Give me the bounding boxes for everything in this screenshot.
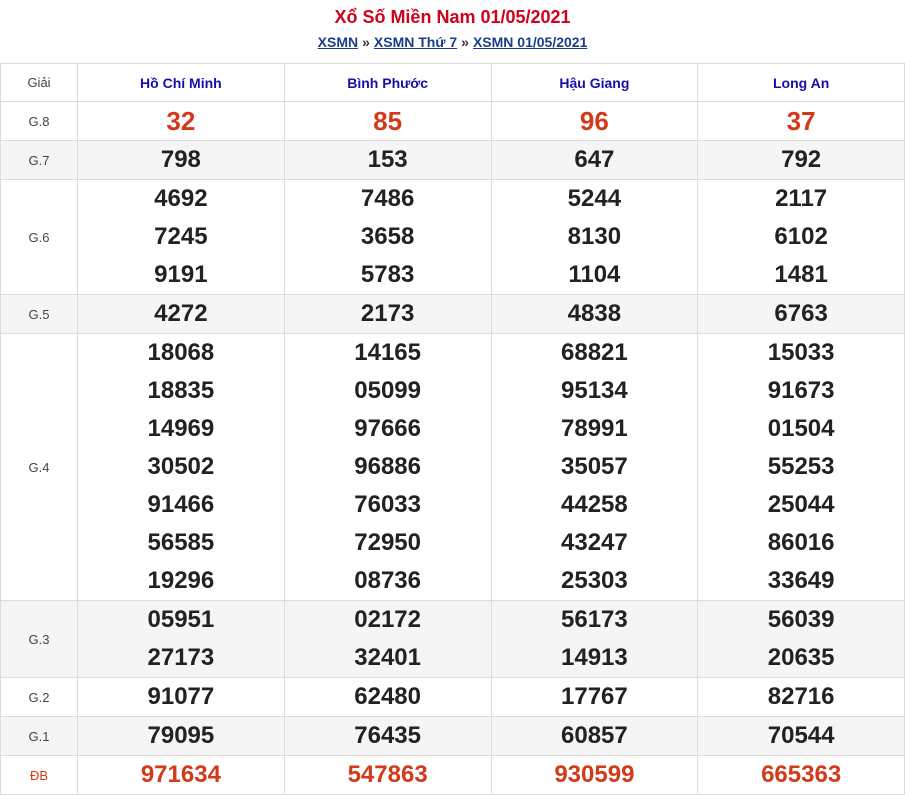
result-number: 78991 [561,415,628,442]
result-number: 44258 [561,491,628,518]
result-number: 62480 [354,683,421,710]
province-header[interactable]: Bình Phước [284,64,491,102]
result-number: 6102 [774,223,828,250]
result-cell [78,756,285,795]
table-header-row [1,64,905,102]
result-cell [284,180,491,295]
prize-label: G.6 [1,180,78,295]
result-cell [284,141,491,180]
breadcrumb-link-xsmn-thu7[interactable]: XSMN Thứ 7 [373,34,458,50]
result-number: 76033 [354,491,421,518]
results-table [0,63,905,795]
prize-row [1,678,905,717]
result-number: 91673 [767,377,835,404]
breadcrumb-link-xsmn-date[interactable]: XSMN 01/05/2021 [472,34,588,50]
result-number: 70544 [767,722,835,749]
result-cell [698,756,905,795]
result-number: 91077 [147,683,215,710]
result-number: 96 [579,106,609,136]
result-cell [284,717,491,756]
result-number: 60857 [561,722,628,749]
result-number: 02172 [354,606,421,633]
prize-label: ĐB [1,756,78,795]
result-number: 43247 [561,529,628,556]
prize-label: G.7 [1,141,78,180]
result-cell [698,334,905,601]
result-number: 4692 [154,185,208,212]
result-number: 86016 [767,529,835,556]
prize-row [1,141,905,180]
result-number: 5244 [567,185,622,212]
result-number: 82716 [767,683,835,710]
result-number: 76435 [354,722,421,749]
result-number: 95134 [561,377,628,404]
result-number: 35057 [561,453,628,480]
result-number: 3658 [360,223,415,250]
result-number: 2173 [360,300,415,327]
result-number: 798 [160,146,201,173]
result-number: 37 [786,106,816,136]
result-number: 1104 [568,261,621,288]
result-cell [491,756,698,795]
province-header[interactable]: Hồ Chí Minh [78,64,285,102]
result-number: 1481 [774,261,828,288]
result-number: 97666 [354,415,421,442]
result-number: 17767 [561,683,628,710]
province-header[interactable]: Long An [698,64,905,102]
result-cell [698,141,905,180]
result-number: 18068 [147,339,215,366]
result-number: 647 [574,146,615,173]
result-number: 792 [781,146,822,173]
page-title: Xổ Số Miền Nam 01/05/2021 [334,7,571,27]
result-number: 2117 [775,185,828,212]
result-number: 14969 [147,415,215,442]
result-cell [284,295,491,334]
result-number: 79095 [147,722,215,749]
prize-label: G.1 [1,717,78,756]
result-number: 56585 [147,529,215,556]
result-number: 05951 [147,606,215,633]
result-number: 96886 [354,453,421,480]
prize-label: G.5 [1,295,78,334]
result-number: 56173 [561,606,628,633]
result-cell [698,295,905,334]
result-cell [284,102,491,141]
prize-label: G.2 [1,678,78,717]
province-header[interactable]: Hậu Giang [491,64,698,102]
result-cell [491,141,698,180]
result-number: 85 [373,106,403,136]
result-number: 14165 [354,339,421,366]
result-cell [698,180,905,295]
result-number: 68821 [561,339,628,366]
result-number: 25303 [561,567,628,594]
result-cell [491,180,698,295]
prize-row [1,717,905,756]
prize-row [1,601,905,678]
result-number: 33649 [767,567,835,594]
result-number: 72950 [354,529,421,556]
result-number: 971634 [140,761,221,788]
result-cell [491,717,698,756]
result-number: 55253 [767,453,835,480]
result-number: 19296 [147,567,215,594]
result-cell [78,141,285,180]
result-cell [491,334,698,601]
prize-label: G.4 [1,334,78,601]
result-number: 7245 [154,223,208,250]
result-number: 15033 [767,339,835,366]
result-number: 08736 [354,567,421,594]
breadcrumb-link-xsmn[interactable]: XSMN [317,34,359,50]
result-cell [284,334,491,601]
prize-label: G.3 [1,601,78,678]
result-cell [491,295,698,334]
result-number: 665363 [761,761,842,788]
result-number: 25044 [767,491,835,518]
header-prize-label: Giải [1,64,78,102]
page-header [0,0,905,63]
result-cell [78,180,285,295]
result-cell [78,295,285,334]
prize-row [1,334,905,601]
result-number: 27173 [147,644,215,671]
result-number: 56039 [767,606,835,633]
result-number: 9191 [154,261,208,288]
result-number: 4272 [154,300,208,327]
prize-row [1,756,905,795]
result-number: 6763 [774,300,828,327]
result-number: 7486 [360,185,415,212]
result-number: 32401 [354,644,421,671]
result-cell [78,102,285,141]
result-cell [78,678,285,717]
result-cell [284,756,491,795]
prize-row [1,295,905,334]
result-cell [698,601,905,678]
result-number: 32 [166,106,196,136]
result-cell [78,601,285,678]
result-number: 930599 [554,761,635,788]
breadcrumb-separator: » [362,34,370,50]
result-cell [698,102,905,141]
prize-row [1,180,905,295]
breadcrumb [0,32,905,52]
result-cell [78,717,285,756]
result-number: 8130 [567,223,622,250]
prize-row [1,102,905,141]
result-number: 30502 [147,453,215,480]
result-cell [698,717,905,756]
result-number: 14913 [561,644,628,671]
result-number: 18835 [147,377,215,404]
result-cell [491,678,698,717]
result-number: 153 [367,146,408,173]
result-cell [491,601,698,678]
result-number: 05099 [354,377,421,404]
result-cell [284,601,491,678]
result-cell [284,678,491,717]
result-cell [491,102,698,141]
result-cell [78,334,285,601]
result-cell [698,678,905,717]
breadcrumb-separator: » [461,34,469,50]
result-number: 01504 [767,415,835,442]
result-number: 4838 [567,300,622,327]
result-number: 20635 [767,644,835,671]
result-number: 91466 [147,491,215,518]
result-number: 5783 [360,261,415,288]
prize-label: G.8 [1,102,78,141]
result-number: 547863 [347,761,428,788]
